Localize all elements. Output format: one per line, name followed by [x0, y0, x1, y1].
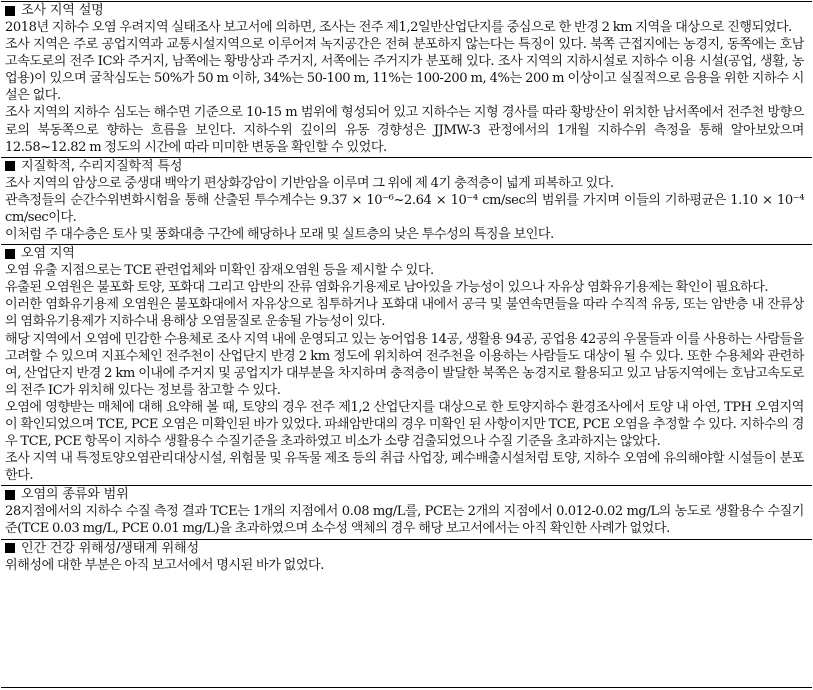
- paragraph: 이처럼 주 대수층은 토사 및 풍화대층 구간에 해당하나 모래 및 실트층의 낮은 투수성의 특징을 보인다.: [5, 227, 554, 243]
- section-heading: [5, 158, 804, 175]
- section-title: 조사 지역 설명: [21, 3, 104, 18]
- section-heading: [5, 540, 804, 557]
- paragraph: 오염 유출 지점으로는 TCE 관련업체와 미확인 잠재오염원 등을 제시할 수 있다.: [5, 263, 434, 279]
- section-contamination-type-range: [1, 486, 812, 539]
- section-title: 지질학적, 수리지질학적 특성: [21, 158, 183, 174]
- square-bullet-icon: [5, 161, 15, 171]
- paragraph: 해당 지역에서 오염에 민감한 수용체로 조사 지역 내에 운영되고 있는 농어업용 14공, 생활용 94공, 공업용 42공의 우물들과 이를 사용하는 사람들을 고려할 수 있으며 지표수체인 전주천이 산업단지 반경 2 km 정도에 위치하여 전주천을 이용하는 사람들도 대상이 될 수 있다. 또한 수용체와 관련하여, 산업단지 반경 2 km 이내에 주거지 및 공업지가 대부분을 차지하며 충적층이 발달한 북쪽은 농경지로 활용되고 있고 남동지역에는 호남고속도로의 전주 IC가 위치해 있다는 정보를 참고할 수 있다.: [5, 331, 804, 398]
- section-heading: [5, 245, 804, 262]
- section-title: 인간 건강 위해성/생태계 위해성: [21, 540, 199, 556]
- paragraph: 오염에 영향받는 매체에 대해 요약해 볼 때, 토양의 경우 전주 제1,2 산업단지를 대상으로 한 토양지하수 환경조사에서 토양 내 아연, TPH 오염지역이 확인되었으며 TCE, PCE 오염은 미확인된 바가 있었다. 파쇄암반대의 경우 미확인 된 사항이지만 TCE, PCE 오염을 추정할 수 있다. 지하수의 경우 TCE, PCE 항목이 지하수 생활용수 수질기준을 초과하였고 비소가 소량 검출되었으나 수질 기준을 초과하지는 않았다.: [5, 399, 804, 450]
- section-risk: [1, 540, 812, 575]
- paragraph: 이러한 염화유기용제 오염원은 불포화대에서 자유상으로 침투하거나 포화대 내에서 공극 및 불연속면들을 따라 수직적 유동, 또는 암반층 내 잔류상의 염화유기용제가 지하수내 용해상 오염물질로 운송될 가능성이 있다.: [5, 297, 804, 330]
- section-geology: [1, 158, 812, 245]
- paragraph: 2018년 지하수 오염 우려지역 실태조사 보고서에 의하면, 조사는 전주 제1,2일반산업단지를 중심으로 한 반경 2 km 지역을 대상으로 진행되었다.: [5, 20, 792, 35]
- section-heading: [5, 486, 804, 503]
- section-heading: [5, 2, 804, 19]
- section-title: 오염의 종류와 범위: [21, 487, 129, 503]
- paragraph: 조사 지역의 암상으로 중생대 백악기 편상화강암이 기반암을 이루며 그 위에 제 4기 충적층이 넓게 피복하고 있다.: [5, 175, 614, 191]
- square-bullet-icon: [5, 6, 15, 16]
- paragraph: 위해성에 대한 부분은 아직 보고서에서 명시된 바가 없었다.: [5, 557, 324, 573]
- paragraph: 조사 지역 내 특정토양오염관리대상시설, 위험물 및 유독물 제조 등의 취급 사업장, 폐수배출시설처럼 토양, 지하수 오염에 유의해야할 시설들이 분포한다.: [5, 451, 804, 484]
- square-bullet-icon: [5, 490, 15, 500]
- paragraph: 유출된 오염원은 불포화 토양, 포화대 그리고 암반의 잔류 염화유기용제로 남아있을 가능성이 있으나 자유상 염화유기용제는 확인이 필요하다.: [5, 280, 769, 296]
- square-bullet-icon: [5, 249, 15, 259]
- square-bullet-icon: [5, 543, 15, 553]
- section-contaminated-area: [1, 245, 812, 486]
- document-table: [1, 1, 812, 688]
- paragraph: 28지점에서의 지하수 수질 측정 결과 TCE는 1개의 지점에서 0.08 mg/L를, PCE는 2개의 지점에서 0.012-0.02 mg/L의 농도로 생활용수 수질기준(TCE 0.03 mg/L, PCE 0.01 mg/L)을 초과하였으며 소수성 액체의 경우 해당 보고서에서는 아직 확인한 사례가 없었다.: [5, 504, 804, 537]
- section-site-description: [1, 2, 812, 158]
- paragraph: 조사 지역의 지하수 심도는 해수면 기준으로 10-15 m 범위에 형성되어 있고 지하수는 지형 경사를 따라 황방산이 위치한 남서쪽에서 전주천 방향으로의 북동쪽으로 향하는 흐름을 보인다. 지하수위 깊이의 유동 경향성은 JJMW-3 관정에서의 1개월 지하수위 측정을 통해 알아보았으며 12.58~12.82 m 정도의 시간에 따라 미미한 변동을 확인할 수 있었다.: [5, 105, 804, 155]
- paragraph: 조사 지역은 주로 공업지역과 교통시설지역으로 이루어져 녹지공간은 전혀 분포하지 않는다는 특징이 있다. 북쪽 근접지에는 농경지, 동쪽에는 호남고속도로의 전주 IC와 주거지, 남쪽에는 황방상과 주거지, 서쪽에는 주거지가 분포해 있다. 조사 지역의 지하시설로 지하수 이용 시설(공업, 생활, 농업용)이 있으며 굴착심도는 50%가 50 m 이하, 34%는 50-100 m, 11%는 100-200 m, 4%는 200 m 이상이고 실질적으로 음용을 위한 지하수 시설은 없다.: [5, 37, 804, 104]
- paragraph: 관측정들의 순간수위변화시험을 통해 산출된 투수계수는 9.37 × 10⁻⁶~2.64 × 10⁻⁴ cm/sec의 범위를 가지며 이들의 기하평균은 1.10 × 10⁻⁴ cm/sec이다.: [5, 192, 804, 225]
- section-title: 오염 지역: [21, 246, 75, 262]
